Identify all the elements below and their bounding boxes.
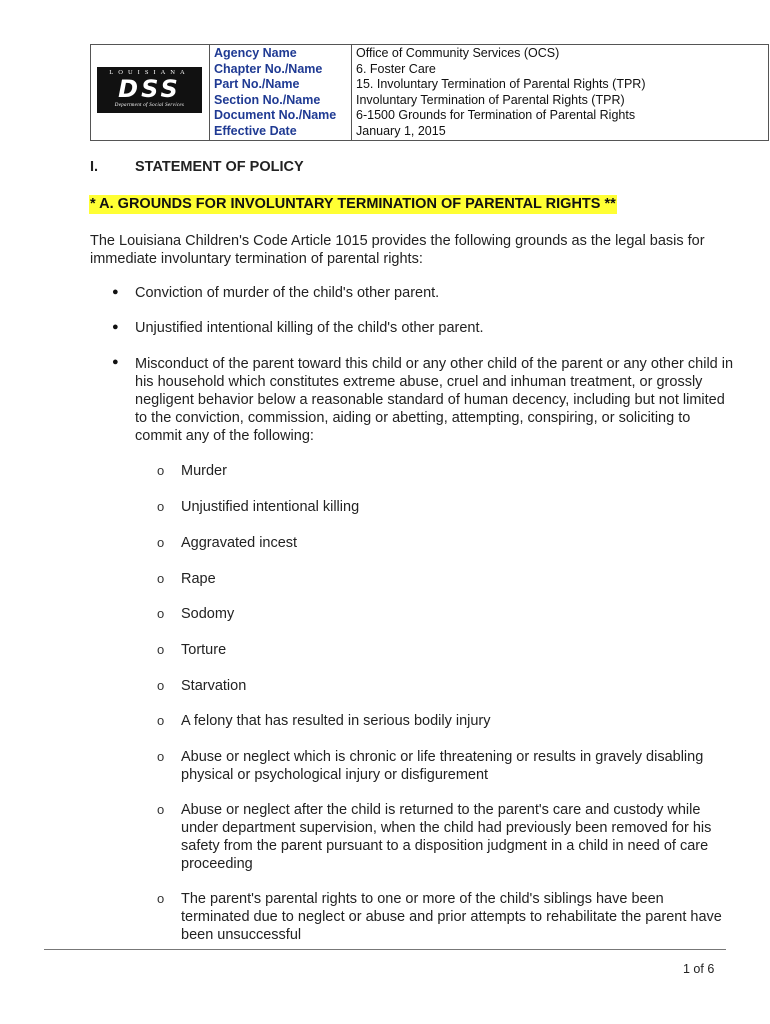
sub-list-item: Unjustified intentional killing <box>181 499 360 515</box>
logo-state: LOUISIANA <box>109 69 190 76</box>
label-chapter: Chapter No./Name <box>214 61 323 76</box>
bullet-dot-icon: ● <box>112 286 119 298</box>
logo-department: Department of Social Services <box>114 103 185 108</box>
list-item: Misconduct of the parent toward this child or any other child of the parent or any other child in his household which constitutes extreme abuse, cruel and inhuman treatment, or grossly negligent behavior below a reasonable standard of human decency, including but not limited to the conviction, commission, aiding or abetting, attempting, conspiring, or soliciting to commit any of the following: <box>135 356 734 444</box>
intro-paragraph: The Louisiana Children's Code Article 1015 provides the following grounds as the legal basis for immediate involuntary termination of parental rights: <box>90 233 705 267</box>
header-labels <box>210 45 352 141</box>
circle-bullet-icon: o <box>157 891 165 906</box>
label-section: Section No./Name <box>214 92 321 107</box>
value-agency-name: Office of Community Services (OCS) <box>356 46 560 60</box>
sub-list-item: Aggravated incest <box>181 535 298 551</box>
label-effective-date: Effective Date <box>214 123 297 138</box>
section-title: STATEMENT OF POLICY <box>135 159 304 175</box>
bullet-dot-icon: ● <box>112 321 119 333</box>
circle-bullet-icon: o <box>157 571 165 586</box>
sub-list-item: Sodomy <box>181 606 235 622</box>
value-section: Involuntary Termination of Parental Rights (TPR) <box>356 92 625 107</box>
dss-logo-cell <box>91 45 210 141</box>
sub-list-item: Torture <box>181 642 227 658</box>
sub-list-item: Rape <box>181 571 216 587</box>
section-number: I. <box>90 159 99 175</box>
header-values <box>352 45 769 141</box>
circle-bullet-icon: o <box>157 713 165 728</box>
sub-list-item: A felony that has resulted in serious bodily injury <box>181 713 491 729</box>
sub-list-item: Abuse or neglect which is chronic or life threatening or results in gravely disabling physical or psychological injury or disfigurement <box>181 749 704 783</box>
document-header-table <box>90 44 769 141</box>
circle-bullet-icon: o <box>157 749 165 764</box>
sub-list-item: Murder <box>181 463 227 479</box>
circle-bullet-icon: o <box>157 642 165 657</box>
page-number: 1 of 6 <box>683 962 715 976</box>
value-chapter: 6. Foster Care <box>356 61 436 76</box>
label-agency-name: Agency Name <box>214 46 297 60</box>
highlighted-heading: * A. GROUNDS FOR INVOLUNTARY TERMINATION OF PARENTAL RIGHTS ** <box>90 196 616 212</box>
dss-logo <box>97 67 202 113</box>
list-item: Conviction of murder of the child's other parent. <box>135 285 440 301</box>
sub-list-item: Starvation <box>181 678 247 694</box>
circle-bullet-icon: o <box>157 606 165 621</box>
circle-bullet-icon: o <box>157 802 165 817</box>
circle-bullet-icon: o <box>157 463 165 478</box>
footer-divider <box>44 949 726 950</box>
sub-list-item: Abuse or neglect after the child is returned to the parent's care and custody while under department supervision, when the child had previously been removed for his safety from the parent pursuant to a disposition judgment in a child in need of care proceeding <box>181 802 712 872</box>
label-document: Document No./Name <box>214 108 337 122</box>
sub-list-item: The parent's parental rights to one or more of the child's siblings have been terminated due to neglect or abuse and prior attempts to rehabilitate the parent have been unsuccessful <box>181 891 722 943</box>
label-part: Part No./Name <box>214 77 300 91</box>
list-item: Unjustified intentional killing of the child's other parent. <box>135 320 484 336</box>
logo-acronym: DSS <box>118 75 181 103</box>
circle-bullet-icon: o <box>157 678 165 693</box>
circle-bullet-icon: o <box>157 499 165 514</box>
value-document: 6-1500 Grounds for Termination of Parental Rights <box>356 108 636 122</box>
bullet-dot-icon: ● <box>112 356 119 368</box>
value-effective-date: January 1, 2015 <box>356 123 446 138</box>
circle-bullet-icon: o <box>157 535 165 550</box>
value-part: 15. Involuntary Termination of Parental Rights (TPR) <box>356 77 646 91</box>
